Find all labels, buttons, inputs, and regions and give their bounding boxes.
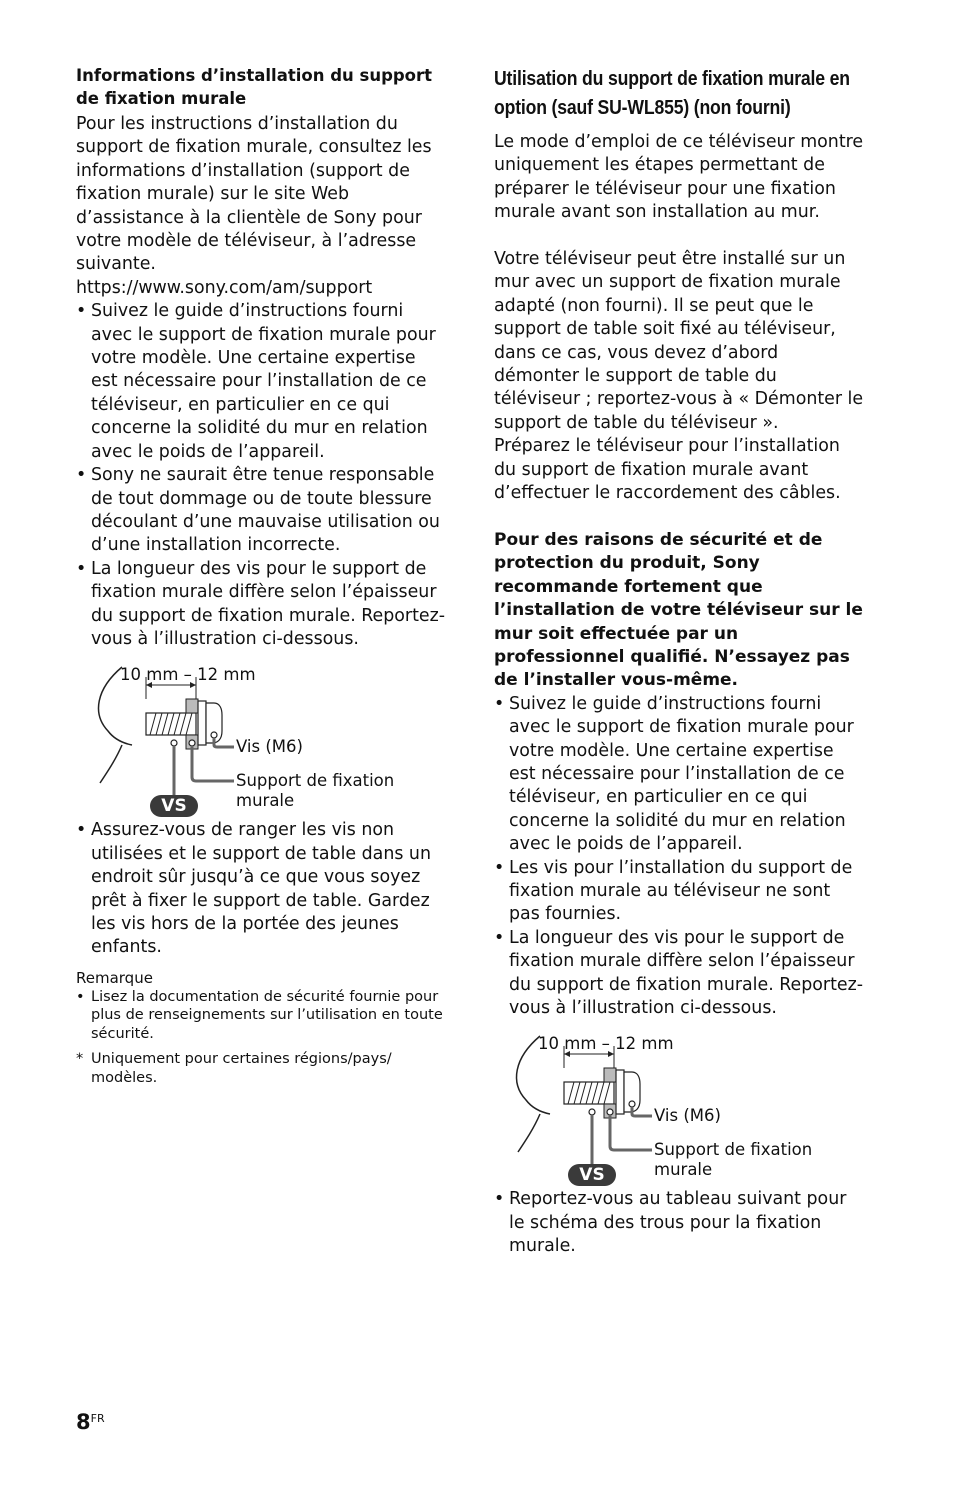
right-bullet-list [494, 693, 864, 1021]
list-item: • La longueur des vis pour le support de fixation murale diffère selon l’épaisseur du support de fixation murale. Reportez-vous à l’illustration ci-dessous. [76, 558, 446, 652]
screw-length-dimension: 10 mm – 12 mm [120, 665, 256, 685]
left-bullet-list-2 [76, 819, 446, 959]
screw-label: Vis (M6) [236, 737, 303, 757]
list-item: • Sony ne saurait être tenue responsable de tout dommage ou de toute blessure découlant d’une mauvaise utilisation ou d’une installation incorrecte. [76, 464, 446, 558]
left-bullet-list [76, 300, 446, 651]
right-column [494, 64, 864, 1259]
remark-title: Remarque [76, 968, 153, 987]
left-column [76, 64, 446, 1087]
list-item: • Les vis pour l’installation du support de fixation murale au téléviseur ne sont pas fournies. [494, 857, 864, 927]
screw-label: Vis (M6) [654, 1106, 721, 1126]
safety-warning: Pour des raisons de sécurité et de protection du produit, Sony recommande fortement que l’installation de votre téléviseur sur le mur soit effectuée par un professionnel qualifié. N’essayez pas de l’installer vous-même. [494, 529, 863, 691]
paragraph: Préparez le téléviseur pour l’installation du support de fixation murale avant d’effectuer le raccordement des câbles. [494, 436, 841, 504]
screw-length-dimension: 10 mm – 12 mm [538, 1034, 674, 1054]
bracket-label: Support de fixation murale [236, 771, 395, 811]
page-number: $8^{FR}$ [76, 1410, 105, 1434]
list-item: • Suivez le guide d’instructions fourni avec le support de fixation murale pour votre modèle. Une certaine expertise est nécessaire pour l’installation de ce téléviseur, en particulier en ce qui concerne la solidité du mur en relation avec le poids de l’appareil. [76, 300, 446, 464]
screw-length-diagram [86, 659, 446, 817]
vs-badge: VS [161, 796, 187, 817]
list-item: • Assurez-vous de ranger les vis non utilisées et le support de table dans un endroit sûr jusqu’à ce que vous soyez prêt à fixer le support de table. Gardez les vis hors de la portée des jeunes enfants. [76, 819, 446, 959]
bracket-label: Support de fixation murale [654, 1140, 813, 1180]
support-url: https://www.sony.com/am/support [76, 277, 373, 298]
paragraph: Le mode d’emploi de ce téléviseur montre uniquement les étapes permettant de préparer le téléviseur pour une fixation murale avant son installation au mur. [494, 132, 864, 223]
section-title: Utilisation du support de fixation murale en option (sauf SU-WL855) (non fourni) [494, 67, 850, 119]
right-bullet-list-2 [494, 1188, 864, 1258]
vs-badge: VS [579, 1165, 605, 1186]
screw-length-diagram [504, 1028, 864, 1186]
list-item: • Reportez-vous au tableau suivant pour le schéma des trous pour la fixation murale. [494, 1188, 864, 1258]
remark-note: • Lisez la documentation de sécurité fournie pour plus de renseignements sur l’utilisation en toute sécurité. [76, 988, 443, 1042]
list-item: • La longueur des vis pour le support de fixation murale diffère selon l’épaisseur du support de fixation murale. Reportez-vous à l’illustration ci-dessous. [494, 927, 864, 1021]
language-code: FR [90, 1412, 105, 1425]
list-item: • Suivez le guide d’instructions fourni avec le support de fixation murale pour votre modèle. Une certaine expertise est nécessaire pour l’installation de ce téléviseur, en particulier en ce qui concerne la solidité du mur en relation avec le poids de l’appareil. [494, 693, 864, 857]
footnote: * Uniquement pour certaines régions/pays/ modèles. [76, 1051, 392, 1086]
wall-mount-intro: Pour les instructions d’installation du support de fixation murale, consultez les informations d’installation (support de fixation murale) sur le site Web d’assistance à la clientèle de Sony pour votre modèle de téléviseur, à l’adresse suivante. [76, 114, 432, 275]
paragraph: Votre téléviseur peut être installé sur un mur avec un support de fixation murale adapté (non fourni). Il se peut que le support de table soit fixé au téléviseur, dans ce cas, vous devez d’abord démonter le support de table du téléviseur ; reportez-vous à « Démonter le support de table du téléviseur ». [494, 249, 864, 433]
wall-mount-info-heading: Informations d’installation du support de fixation murale [76, 66, 433, 108]
